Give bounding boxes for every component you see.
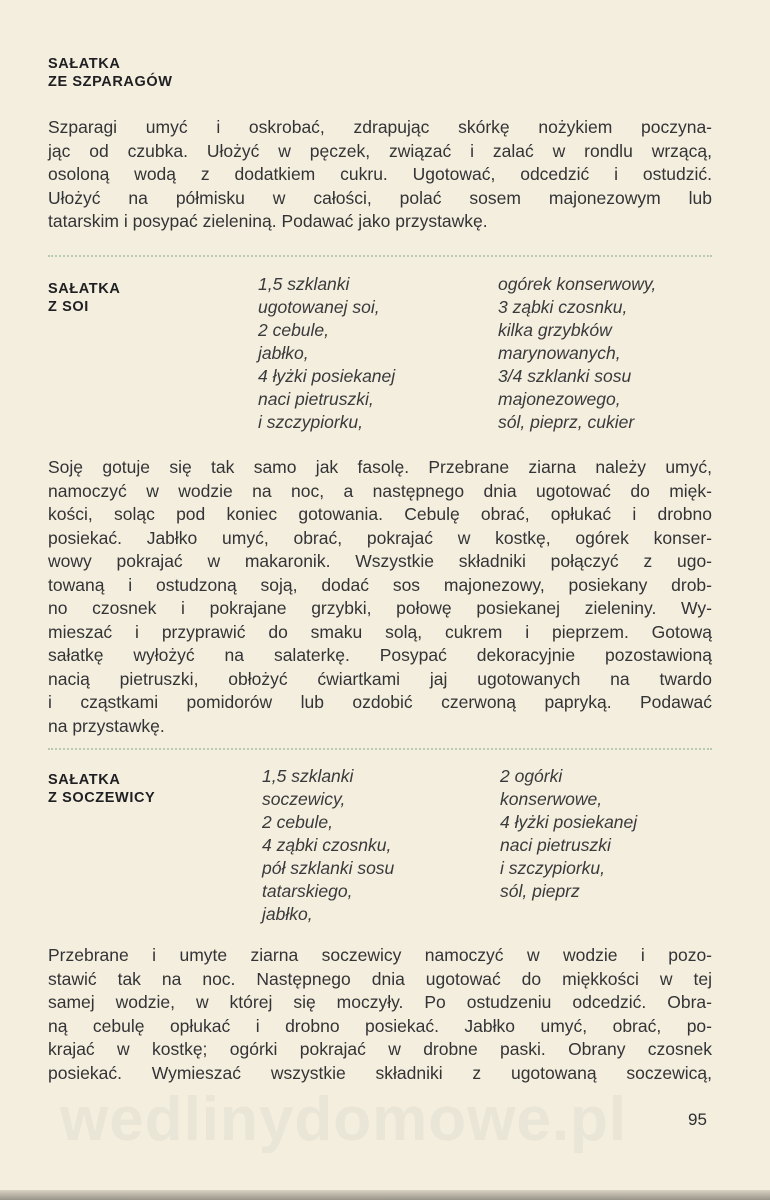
- text-line: posiekać. Wymieszać wszystkie składniki z ugotowaną soczewicą,: [48, 1062, 712, 1083]
- recipe-title-line: SAŁATKA: [48, 56, 121, 72]
- recipe-title-line: ZE SZPARAGÓW: [48, 74, 173, 90]
- ingredient-item: jabłko,: [258, 343, 309, 363]
- recipe-title-soy: [48, 280, 120, 316]
- text-line: na przystawkę.: [48, 715, 165, 736]
- ingredient-item: soczewicy,: [262, 789, 346, 809]
- recipe-instructions-asparagus: [48, 116, 712, 234]
- text-line: nacią pietruszki, obłożyć ćwiartkami jaj ugotowanych na twardo: [48, 668, 712, 689]
- ingredients-list-soy-col1: [258, 273, 395, 434]
- ingredient-item: 3 ząbki czosnku,: [498, 297, 628, 317]
- text-line: Przebrane i umyte ziarna soczewicy namoczyć w wodzie i pozo-: [48, 945, 712, 965]
- text-line: tatarskim i posypać zieleniną. Podawać jako przystawkę.: [48, 211, 488, 231]
- recipe-instructions-lentil: [48, 944, 712, 1085]
- ingredient-item: konserwowe,: [500, 789, 603, 809]
- text-line: kości, soląc pod koniec gotowania. Cebulę obrać, opłukać i drobno: [48, 504, 712, 524]
- text-line: Soję gotuje się tak samo jak fasolę. Przebrane ziarna należy umyć,: [48, 457, 712, 477]
- text-line: Szparagi umyć i oskrobać, zdrapując skórkę nożykiem poczyna-: [48, 117, 712, 137]
- ingredient-item: 4 łyżki posiekanej: [500, 812, 638, 832]
- ingredient-item: 2 cebule,: [262, 812, 334, 832]
- ingredients-list-soy-col2: [498, 273, 656, 434]
- recipe-title-line: Z SOCZEWICY: [48, 790, 156, 806]
- ingredient-item: marynowanych,: [498, 343, 621, 363]
- text-line: mieszać i przyprawić do smaku solą, cukrem i pieprzem. Gotową: [48, 621, 712, 642]
- ingredient-item: naci pietruszki,: [258, 389, 374, 409]
- recipe-title-line: SAŁATKA: [48, 772, 121, 788]
- ingredient-item: i szczypiorku,: [500, 858, 606, 878]
- section-divider: [48, 748, 712, 750]
- text-line: Ułożyć na półmisku w całości, polać sosem majonezowym lub: [48, 187, 712, 208]
- ingredients-list-lentil-col1: [262, 765, 394, 926]
- ingredient-item: majonezowego,: [498, 389, 621, 409]
- ingredients-list-lentil-col2: [500, 765, 637, 903]
- recipe-title-line: Z SOI: [48, 299, 89, 315]
- text-line: namoczyć w wodzie na noc, a następnego dnia ugotować do mięk-: [48, 480, 712, 501]
- watermark: wedlinydomowe.pl: [60, 1085, 628, 1154]
- text-line: krajać w kostkę; ogórki pokrajać w drobne paski. Obrany czosnek: [48, 1039, 712, 1059]
- ingredient-item: tatarskiego,: [262, 881, 353, 901]
- recipe-instructions-soy: [48, 456, 712, 738]
- ingredient-item: 2 cebule,: [258, 320, 330, 340]
- ingredient-item: sól, pieprz, cukier: [498, 412, 635, 432]
- text-line: samej wodzie, w której się moczyły. Po ostudzeniu odcedzić. Obra-: [48, 992, 712, 1012]
- text-line: stawić tak na noc. Następnego dnia ugotować do miękkości w tej: [48, 968, 712, 989]
- ingredient-item: sól, pieprz: [500, 881, 580, 901]
- ingredient-item: 3/4 szklanki sosu: [498, 366, 632, 386]
- ingredient-item: 1,5 szklanki: [262, 766, 354, 786]
- ingredient-item: 4 ząbki czosnku,: [262, 835, 392, 855]
- text-line: i cząstkami pomidorów lub ozdobić czerwoną papryką. Podawać: [48, 692, 712, 712]
- ingredient-item: 4 łyżki posiekanej: [258, 366, 396, 386]
- text-line: posiekać. Jabłko umyć, obrać, pokrajać w kostkę, ogórek konser-: [48, 527, 712, 548]
- text-line: osoloną wodą z dodatkiem cukru. Ugotować, odcedzić i ostudzić.: [48, 164, 712, 184]
- text-line: wowy pokrajać w makaronik. Wszystkie składniki połączyć z ugo-: [48, 551, 712, 571]
- ingredient-item: ogórek konserwowy,: [498, 274, 657, 294]
- ingredient-item: naci pietruszki: [500, 835, 611, 855]
- text-line: jąc od czubka. Ułożyć w pęczek, związać i zalać w rondlu wrzącą,: [48, 140, 712, 161]
- page-number: 95: [688, 1110, 707, 1129]
- text-line: no czosnek i pokrajane grzybki, połowę posiekanej zieleniny. Wy-: [48, 598, 712, 618]
- ingredient-item: jabłko,: [262, 904, 313, 924]
- ingredient-item: i szczypiorku,: [258, 412, 364, 432]
- recipe-title-asparagus: [48, 55, 173, 91]
- text-line: sałatkę wyłożyć na salaterkę. Posypać dekoracyjnie pozostawioną: [48, 645, 712, 665]
- ingredient-item: 1,5 szklanki: [258, 274, 350, 294]
- ingredient-item: pół szklanki sosu: [262, 858, 395, 878]
- ingredient-item: kilka grzybków: [498, 320, 612, 340]
- text-line: ną cebulę opłukać i drobno posiekać. Jabłko umyć, obrać, po-: [48, 1015, 712, 1036]
- recipe-title-line: SAŁATKA: [48, 281, 121, 297]
- text-line: towaną i ostudzoną soją, dodać sos majonezowy, posiekany drob-: [48, 574, 712, 595]
- page-edge: [0, 1190, 770, 1200]
- ingredient-item: 2 ogórki: [500, 766, 563, 786]
- ingredient-item: ugotowanej soi,: [258, 297, 380, 317]
- recipe-title-lentil: [48, 771, 155, 807]
- section-divider: [48, 255, 712, 257]
